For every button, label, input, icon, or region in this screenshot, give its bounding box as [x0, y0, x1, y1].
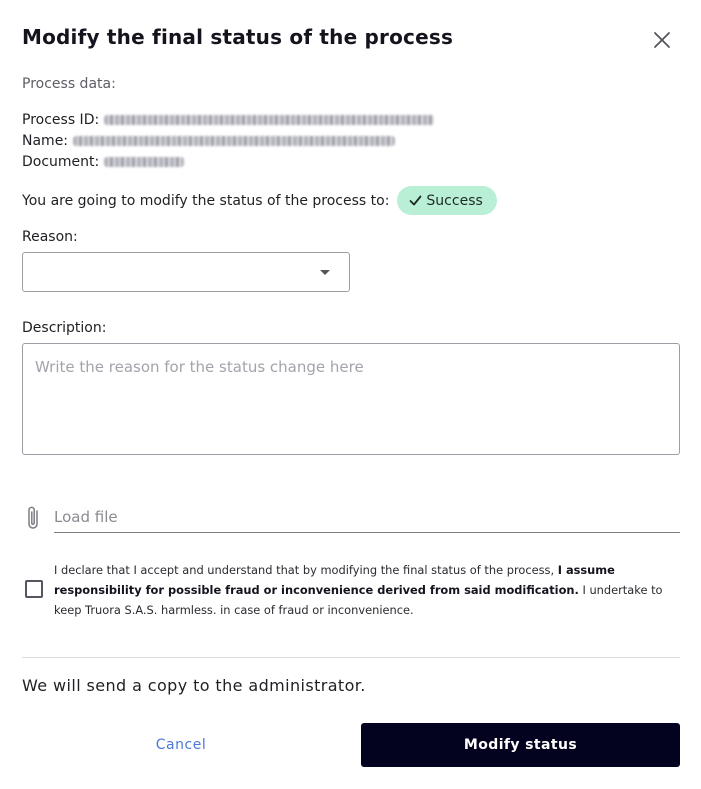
copy-note: We will send a copy to the administrator. [22, 676, 366, 695]
declaration-text-end: I undertake to keep Truora S.A.S. harmless. in case of fraud or inconvenience. [54, 583, 663, 617]
declaration-text-bold: I assume responsibility for possible fraud or inconvenience derived from said modification. [54, 563, 615, 597]
name-label: Name: [22, 133, 69, 149]
process-id-label: Process ID: [22, 112, 100, 128]
status-badge-label: Success [426, 192, 483, 209]
declaration-checkbox[interactable] [25, 580, 43, 598]
close-button[interactable] [650, 28, 674, 52]
modify-status-button[interactable]: Modify status [361, 723, 680, 767]
footer-divider [22, 657, 680, 658]
close-icon [650, 28, 674, 52]
document-value-redacted [104, 157, 184, 167]
paperclip-icon[interactable] [24, 505, 44, 531]
load-file-row[interactable] [22, 502, 680, 534]
load-file-input[interactable]: Load file [54, 502, 680, 533]
reason-label: Reason: [22, 229, 78, 245]
declaration-text [54, 560, 684, 620]
name-value-redacted [73, 136, 395, 146]
reason-select[interactable] [22, 252, 350, 292]
status-badge [397, 186, 496, 215]
document-row [22, 154, 184, 170]
process-id-value-redacted [104, 115, 434, 125]
status-change-row [22, 186, 497, 215]
check-icon [409, 194, 422, 207]
dialog-title: Modify the final status of the process [22, 25, 454, 49]
cancel-button[interactable]: Cancel [50, 723, 312, 767]
description-textarea[interactable] [22, 343, 680, 455]
process-id-row [22, 112, 434, 128]
description-label: Description: [22, 320, 107, 336]
dropdown-caret-icon [320, 270, 330, 275]
name-row [22, 133, 395, 149]
document-label: Document: [22, 154, 100, 170]
status-prompt: You are going to modify the status of the process to: [22, 192, 390, 209]
process-data-label: Process data: [22, 76, 116, 92]
declaration-text-start: I declare that I accept and understand that by modifying the final status of the process, [54, 563, 555, 577]
